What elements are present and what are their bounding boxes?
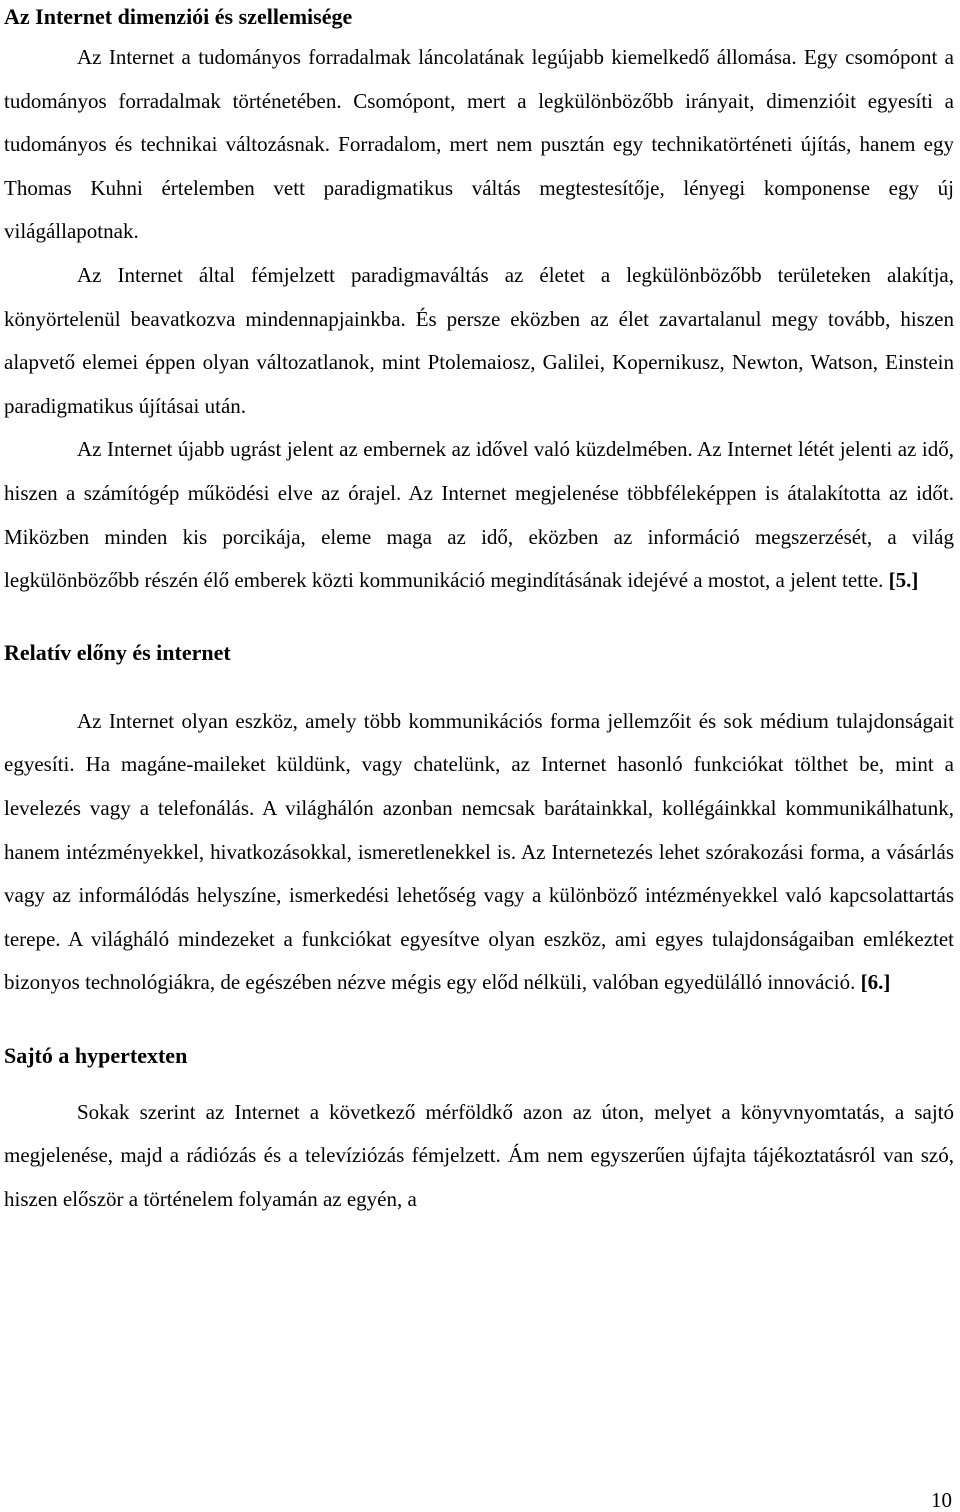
document-page xyxy=(4,0,954,1222)
paragraph-text: Az Internet újabb ugrást jelent az embernek az idővel való küzdelmében. Az Internet létét jelenti az idő, hiszen a számítógép működési elve az órajel. Az Internet megjelenése többféleképpen is átalakította az időt. Miközben minden kis porcikája, eleme maga az idő, eközben az információ megszerzését, a világ legkülönbözőbb részén élő emberek közti kommunikáció megindításának idejévé a mostot, a jelent tette. xyxy=(4,437,954,593)
section-heading-relative-advantage: Relatív előny és internet xyxy=(4,639,231,665)
section-body-relative-advantage xyxy=(4,700,954,1005)
citation-reference: [5.] xyxy=(888,568,919,593)
paragraph xyxy=(4,1091,954,1222)
section-body-press-hypertext xyxy=(4,1091,954,1222)
section-heading-press-hypertext: Sajtó a hypertexten xyxy=(4,1042,188,1068)
paragraph-text: Sokak szerint az Internet a következő mérföldkő azon az úton, melyet a könyvnyomtatás, a sajtó megjelenése, majd a rádiózás és a televíziózás fémjelzett. Ám nem egyszerűen újfajta tájékoztatásról van szó, hiszen először a történelem folyamán az egyén, a xyxy=(4,1099,954,1212)
paragraph-text: Az Internet a tudományos forradalmak láncolatának legújabb kiemelkedő állomása. Egy csomópont a tudományos forradalmak történetében. Csomópont, mert a legkülönbözőbb irányait, dimenzióit egyesíti a tudományos és technikai változásnak. Forradalom, mert nem pusztán egy technikatörténeti újítás, hanem egy Thomas Kuhni értelemben vett paradigmatikus váltás megtestesítője, lényegi komponense egy új világállapotnak. xyxy=(4,45,954,244)
paragraph-text: Az Internet olyan eszköz, amely több kommunikációs forma jellemzőit és sok médium tulajdonságait egyesíti. Ha magáne-maileket küldünk, vagy chatelünk, az Internet hasonló funkciókat tölthet be, mint a levelezés vagy a telefonálás. A világhálón azonban nemcsak barátainkkal, kollégáinkkal kommunikálhatunk, hanem intézményekkel, hivatkozásokkal, ismeretlenekkel is. Az Internetezés lehet szórakozási forma, a vásárlás vagy az informálódás helyszíne, ismerkedési lehetőség vagy a különböző intézményekkel való kapcsolattartás terepe. A világháló mindezeket a funkciókat egyesítve olyan eszköz, ami egyes tulajdonságaiban emlékeztet bizonyos technológiákra, de egészében nézve mégis egy előd nélküli, valóban egyedülálló innováció. xyxy=(4,708,954,995)
paragraph xyxy=(4,700,954,1005)
paragraph xyxy=(4,428,954,602)
section-body-internet-dimensions xyxy=(4,36,954,603)
citation-reference: [6.] xyxy=(860,970,891,995)
paragraph xyxy=(4,36,954,254)
page-number: 10 xyxy=(931,1488,952,1512)
section-heading-internet-dimensions: Az Internet dimenziói és szellemisége xyxy=(4,4,353,29)
paragraph-text: Az Internet által fémjelzett paradigmaváltás az életet a legkülönbözőbb területeken alakítja, könyörtelenül beavatkozva mindennapjainkba. És persze eközben az élet zavartalanul megy tovább, hiszen alapvető elemei éppen olyan változatlanok, mint Ptolemaiosz, Galilei, Kopernikusz, Newton, Watson, Einstein paradigmatikus újításai után. xyxy=(4,262,954,418)
paragraph xyxy=(4,254,954,428)
